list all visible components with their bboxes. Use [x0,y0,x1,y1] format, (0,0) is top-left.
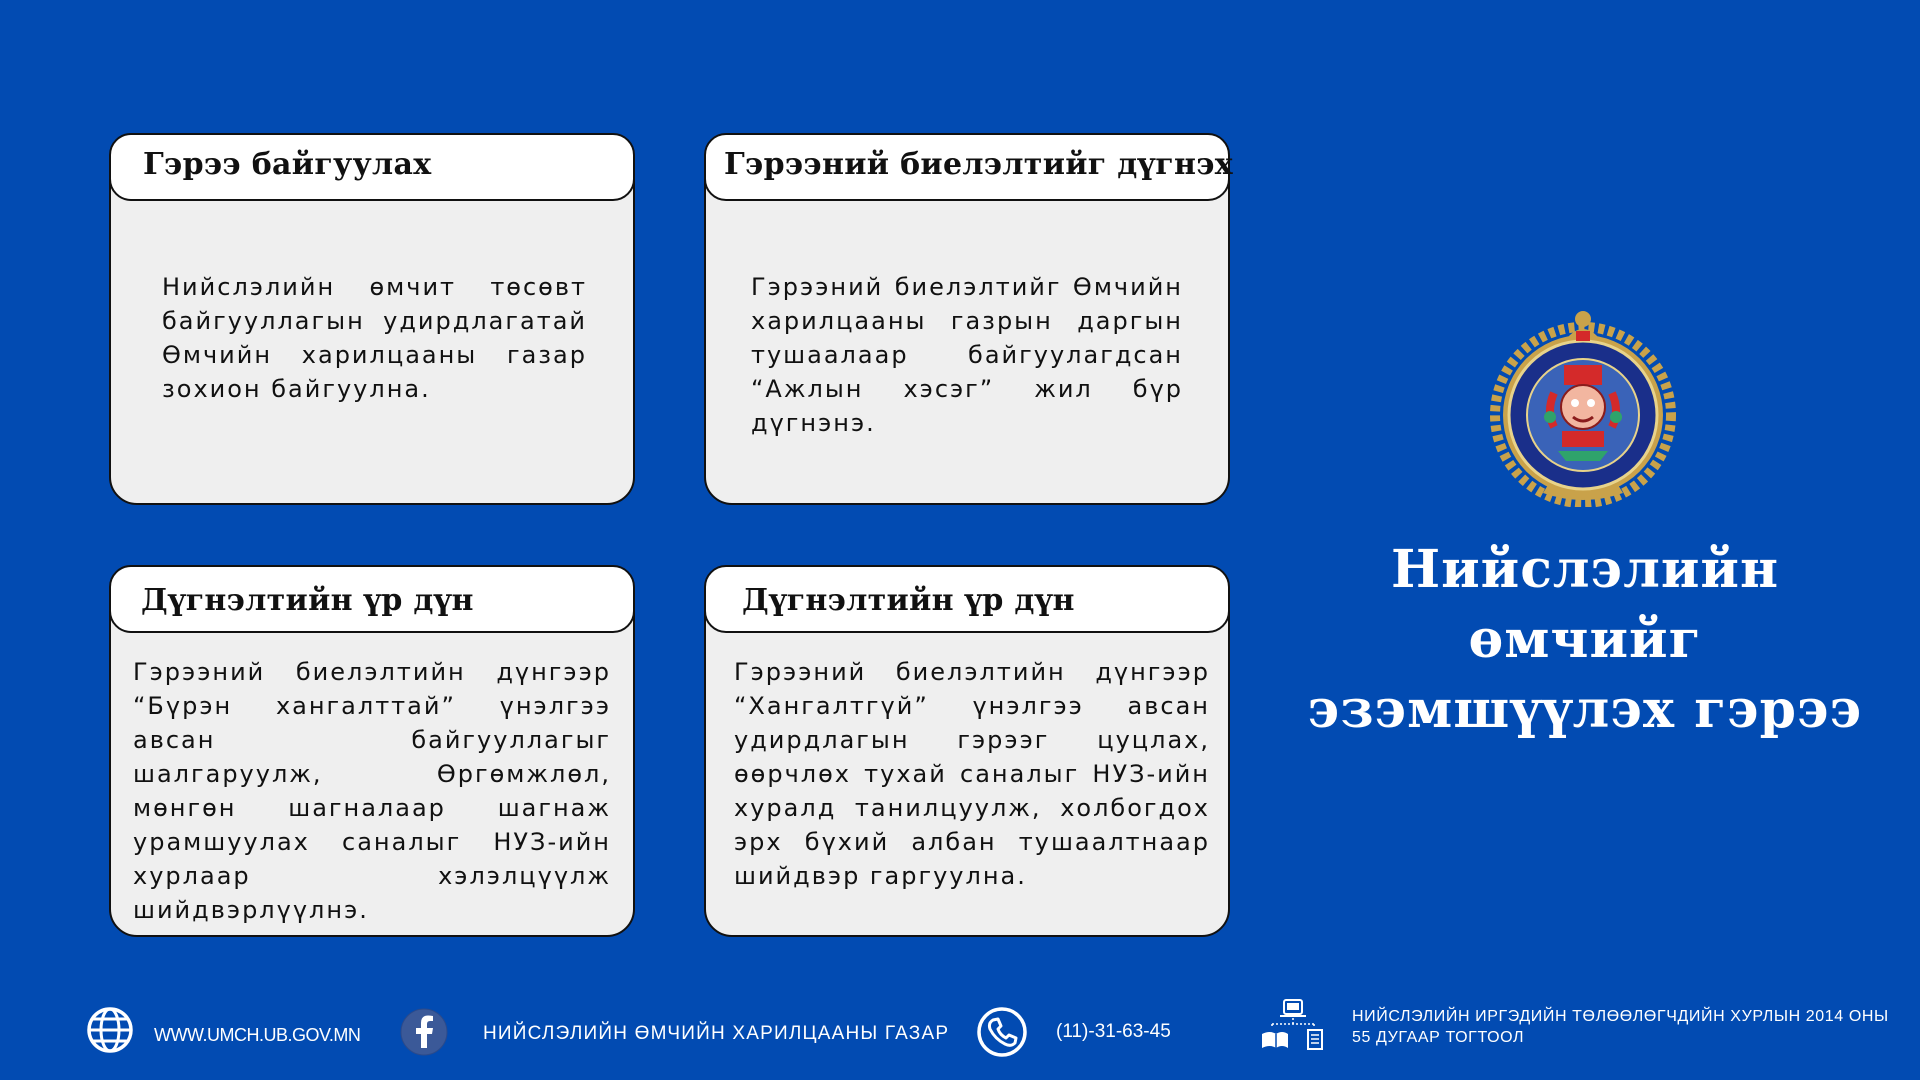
phone-number[interactable]: (11)-31-63-45 [1056,1021,1171,1042]
resolution-line1: НИЙСЛЭЛИЙН ИРГЭДИЙН ТӨЛӨӨЛӨГЧДИЙН ХУРЛЫН 2014 ОНЫ [1352,1008,1889,1025]
card-evaluation-result-positive [109,565,635,937]
card-body: Гэрээний биелэлтийн дүнгээр “Бүрэн хангалттай” үнэлгээ авсан байгууллагыг шалгаруулж, Өргөмжлөл, мөнгөн шагналаар шагнаж урамшуулах саналыг НУЗ-ийн хурлаар хэлэлцүүлж шийдвэрлүүлнэ. [133,658,611,924]
resolution-note [1352,1006,1889,1048]
website-link[interactable]: WWW.UMCH.UB.GOV.MN [154,1025,361,1045]
main-title-line2: эзэмшүүлэх гэрээ [1307,679,1863,740]
facebook-icon[interactable] [400,1008,448,1056]
card-title: Гэрээ байгуулах [143,147,432,182]
document-workflow-icon [1260,998,1326,1050]
card-contract-signing [109,133,635,505]
globe-icon [86,1006,134,1054]
card-body: Гэрээний биелэлтийг Өмчийн харилцааны газрын даргын тушаалаар байгуулагдсан “Ажлын хэсэг” жил бүр дүгнэнэ. [751,273,1183,437]
card-header [704,133,1233,201]
main-title-line1: Нийслэлийн өмчийг [1390,539,1780,670]
main-title [1270,535,1900,745]
facebook-page-label[interactable]: НИЙСЛЭЛИЙН ӨМЧИЙН ХАРИЛЦААНЫ ГАЗАР [483,1023,950,1044]
card-body: Гэрээний биелэлтийн дүнгээр “Хангалтгүй” үнэлгээ авсан удирдлагын гэрээг цуцлах, өөрчлөх тухай саналыг НУЗ-ийн хуралд танилцуулж, холбогдох эрх бүхий албан тушаалтнаар шийдвэр гаргуулна. [734,658,1210,890]
card-contract-evaluation [704,133,1233,505]
card-title: Гэрээний биелэлтийг дүгнэх [724,147,1233,182]
resolution-line2: 55 ДУГААР ТОГТООЛ [1352,1029,1525,1046]
card-title: Дүгнэлтийн үр дүн [141,583,474,618]
card-body: Нийслэлийн өмчит төсөвт байгууллагын удирдлагатай Өмчийн харилцааны газар зохион байгуулна. [162,273,587,403]
phone-icon [976,1006,1028,1058]
card-title: Дүгнэлтийн үр дүн [742,583,1075,618]
card-header [109,133,635,201]
card-header [109,565,635,633]
card-evaluation-result-negative [704,565,1230,937]
card-header [704,565,1230,633]
emblem-seal-icon [1488,307,1678,507]
